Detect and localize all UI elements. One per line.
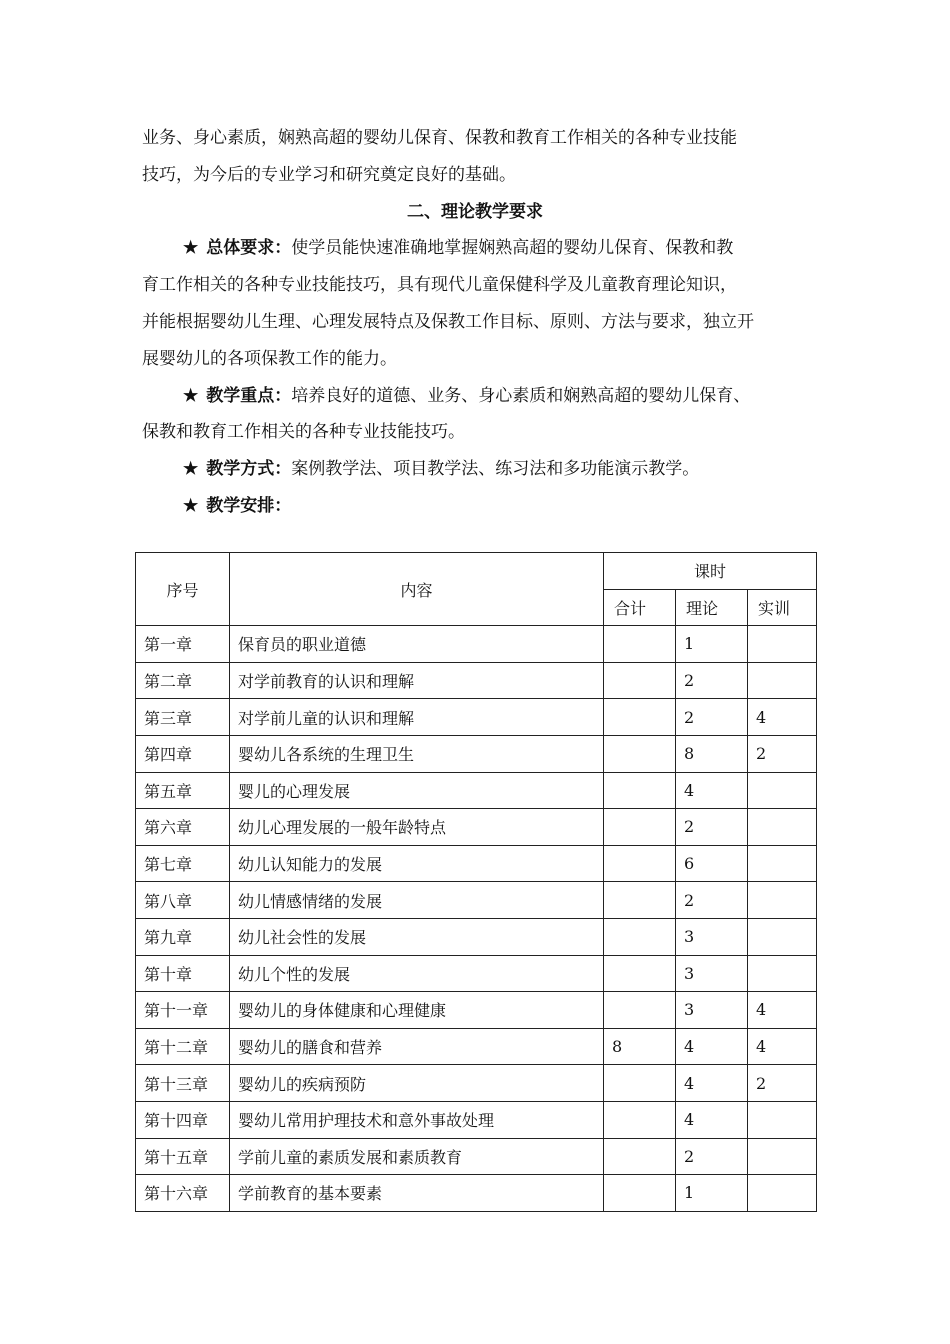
- header-total: 合计: [604, 589, 676, 626]
- star-icon: ★: [183, 459, 199, 479]
- teaching-focus-line-2: 保教和教育工作相关的各种专业技能技巧。: [142, 422, 465, 442]
- table-row: [136, 1101, 817, 1138]
- cell-practice: [748, 626, 817, 663]
- cell-theory: 3: [676, 918, 748, 955]
- cell-seq: 第五章: [136, 772, 230, 809]
- table-row: [136, 918, 817, 955]
- cell-content: 婴儿的心理发展: [230, 772, 604, 809]
- teaching-schedule-table: [135, 552, 817, 1212]
- header-practice: 实训: [748, 589, 817, 626]
- cell-content: 婴幼儿各系统的生理卫生: [230, 735, 604, 772]
- cell-seq: 第九章: [136, 918, 230, 955]
- cell-total: [604, 809, 676, 846]
- cell-practice: [748, 955, 817, 992]
- cell-total: [604, 735, 676, 772]
- table-row: [136, 1065, 817, 1102]
- cell-practice: [748, 918, 817, 955]
- header-seq: 序号: [136, 553, 230, 626]
- cell-seq: 第二章: [136, 662, 230, 699]
- cell-theory: 4: [676, 1065, 748, 1102]
- teaching-focus-label: 教学重点：: [206, 386, 292, 406]
- cell-total: [604, 955, 676, 992]
- star-icon: ★: [183, 496, 199, 516]
- table-row: [136, 955, 817, 992]
- cell-practice: [748, 882, 817, 919]
- cell-seq: 第十四章: [136, 1101, 230, 1138]
- cell-seq: 第七章: [136, 845, 230, 882]
- teaching-method-label: 教学方式：: [206, 459, 292, 479]
- cell-total: [604, 772, 676, 809]
- table-body: [136, 626, 817, 1212]
- cell-seq: 第四章: [136, 735, 230, 772]
- table-row: [136, 1175, 817, 1212]
- star-icon: ★: [183, 386, 199, 406]
- cell-content: 学前教育的基本要素: [230, 1175, 604, 1212]
- cell-total: [604, 918, 676, 955]
- cell-total: [604, 992, 676, 1029]
- cell-practice: [748, 772, 817, 809]
- teaching-focus-text: 培养良好的道德、业务、身心素质和娴熟高超的婴幼儿保育、: [291, 386, 751, 406]
- cell-theory: 2: [676, 882, 748, 919]
- cell-content: 保育员的职业道德: [230, 626, 604, 663]
- cell-total: [604, 626, 676, 663]
- cell-theory: 2: [676, 1138, 748, 1175]
- cell-total: [604, 845, 676, 882]
- overall-requirement-line-3: 并能根据婴幼儿生理、心理发展特点及保教工作目标、原则、方法与要求，独立开: [142, 312, 754, 332]
- cell-content: 幼儿个性的发展: [230, 955, 604, 992]
- table-row: [136, 882, 817, 919]
- cell-content: 幼儿社会性的发展: [230, 918, 604, 955]
- cell-content: 婴幼儿的身体健康和心理健康: [230, 992, 604, 1029]
- cell-seq: 第一章: [136, 626, 230, 663]
- cell-seq: 第六章: [136, 809, 230, 846]
- teaching-method-line: [183, 457, 823, 481]
- cell-theory: 8: [676, 735, 748, 772]
- cell-total: [604, 1175, 676, 1212]
- table-row: [136, 772, 817, 809]
- teaching-arrangement-line: [183, 494, 823, 518]
- cell-seq: 第十三章: [136, 1065, 230, 1102]
- table-row: [136, 845, 817, 882]
- table-row: [136, 1028, 817, 1065]
- overall-requirement-line-4: 展婴幼儿的各项保教工作的能力。: [142, 349, 397, 369]
- cell-content: 幼儿认知能力的发展: [230, 845, 604, 882]
- cell-theory: 1: [676, 1175, 748, 1212]
- cell-practice: [748, 662, 817, 699]
- star-icon: ★: [183, 238, 199, 258]
- cell-theory: 4: [676, 772, 748, 809]
- cell-seq: 第十六章: [136, 1175, 230, 1212]
- cell-total: [604, 1101, 676, 1138]
- cell-seq: 第十二章: [136, 1028, 230, 1065]
- table-row: [136, 626, 817, 663]
- cell-theory: 6: [676, 845, 748, 882]
- cell-total: [604, 662, 676, 699]
- cell-practice: 4: [748, 992, 817, 1029]
- cell-theory: 3: [676, 992, 748, 1029]
- cell-content: 幼儿心理发展的一般年龄特点: [230, 809, 604, 846]
- cell-total: 8: [604, 1028, 676, 1065]
- overall-requirement-label: 总体要求：: [206, 238, 292, 258]
- cell-practice: 2: [748, 1065, 817, 1102]
- overall-requirement-line-1: [183, 236, 823, 260]
- cell-theory: 2: [676, 809, 748, 846]
- overall-requirement-text: 使学员能快速准确地掌握娴熟高超的婴幼儿保育、保教和教: [291, 238, 734, 258]
- cell-practice: 4: [748, 699, 817, 736]
- cell-total: [604, 1138, 676, 1175]
- section-title: 二、理论教学要求: [407, 202, 543, 222]
- cell-seq: 第十章: [136, 955, 230, 992]
- cell-theory: 4: [676, 1101, 748, 1138]
- cell-content: 对学前儿童的认识和理解: [230, 699, 604, 736]
- cell-seq: 第十一章: [136, 992, 230, 1029]
- table-header-row: [136, 553, 817, 590]
- cell-total: [604, 699, 676, 736]
- cell-practice: [748, 809, 817, 846]
- cell-practice: [748, 1175, 817, 1212]
- cell-practice: 2: [748, 735, 817, 772]
- table-row: [136, 1138, 817, 1175]
- cell-practice: 4: [748, 1028, 817, 1065]
- intro-line-1: 业务、身心素质，娴熟高超的婴幼儿保育、保教和教育工作相关的各种专业技能: [142, 128, 737, 148]
- intro-line-2: 技巧，为今后的专业学习和研究奠定良好的基础。: [142, 165, 516, 185]
- cell-content: 幼儿情感情绪的发展: [230, 882, 604, 919]
- table-row: [136, 809, 817, 846]
- table-row: [136, 699, 817, 736]
- cell-theory: 2: [676, 699, 748, 736]
- table-row: [136, 992, 817, 1029]
- cell-total: [604, 882, 676, 919]
- teaching-focus-line-1: [183, 384, 823, 408]
- cell-seq: 第十五章: [136, 1138, 230, 1175]
- cell-practice: [748, 845, 817, 882]
- table-row: [136, 735, 817, 772]
- table-row: [136, 662, 817, 699]
- cell-total: [604, 1065, 676, 1102]
- teaching-arrangement-label: 教学安排：: [206, 496, 292, 516]
- overall-requirement-line-2: 育工作相关的各种专业技能技巧，具有现代儿童保健科学及儿童教育理论知识，: [142, 275, 737, 295]
- cell-theory: 1: [676, 626, 748, 663]
- header-content: 内容: [230, 553, 604, 626]
- cell-content: 对学前教育的认识和理解: [230, 662, 604, 699]
- cell-theory: 3: [676, 955, 748, 992]
- cell-theory: 2: [676, 662, 748, 699]
- cell-practice: [748, 1101, 817, 1138]
- teaching-method-text: 案例教学法、项目教学法、练习法和多功能演示教学。: [291, 459, 700, 479]
- cell-theory: 4: [676, 1028, 748, 1065]
- cell-practice: [748, 1138, 817, 1175]
- cell-seq: 第八章: [136, 882, 230, 919]
- cell-content: 学前儿童的素质发展和素质教育: [230, 1138, 604, 1175]
- header-theory: 理论: [676, 589, 748, 626]
- cell-seq: 第三章: [136, 699, 230, 736]
- cell-content: 婴幼儿的疾病预防: [230, 1065, 604, 1102]
- cell-content: 婴幼儿的膳食和营养: [230, 1028, 604, 1065]
- cell-content: 婴幼儿常用护理技术和意外事故处理: [230, 1101, 604, 1138]
- header-hours: 课时: [604, 553, 817, 590]
